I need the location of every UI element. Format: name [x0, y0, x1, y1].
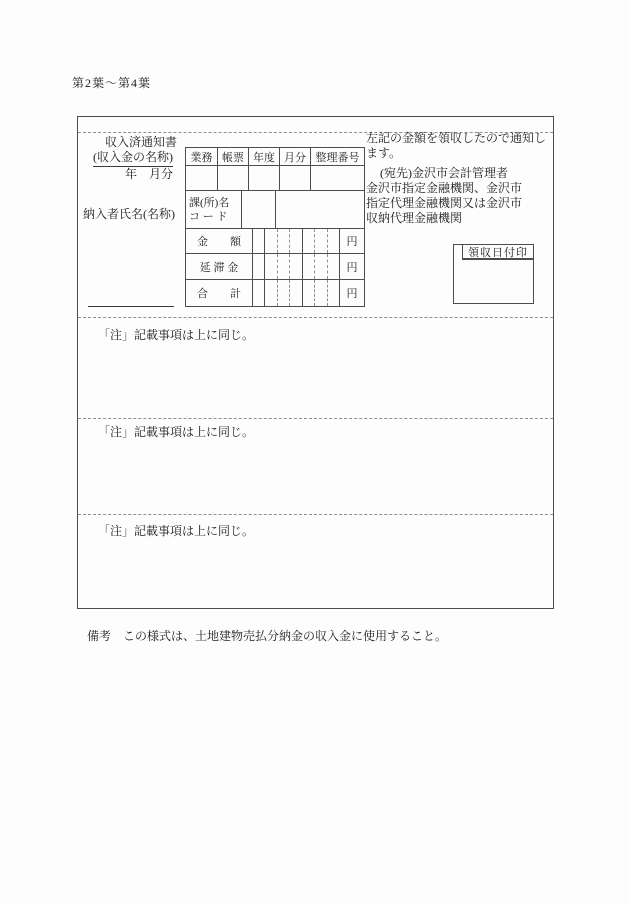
- receipt-stamp-box: [453, 244, 534, 304]
- header-cell-business: 業務: [186, 148, 218, 165]
- notice-line-2: ます。: [366, 146, 402, 160]
- digit-cell: [278, 229, 290, 253]
- digit-cell: [253, 254, 265, 279]
- form-subtitle-income-name: (収入金の名称): [93, 148, 173, 167]
- institutions-line-3: 収納代理金融機関: [366, 211, 463, 225]
- late-fee-label: 延 滞 金: [186, 254, 253, 279]
- digit-cell: [278, 254, 290, 279]
- note-text-section-4: 「注」記載事項は上に同じ。: [98, 524, 255, 538]
- dept-code-cell-2: [276, 191, 364, 228]
- amount-digit-cells: [253, 229, 340, 253]
- digit-cell: [315, 280, 327, 306]
- digit-cell: [265, 229, 277, 253]
- code-label: コ ー ド: [189, 210, 228, 223]
- year-month-label: 年 月分: [125, 167, 174, 181]
- total-label: 合 計: [186, 280, 253, 306]
- entry-cell-form: [218, 166, 249, 190]
- digit-cell: [315, 229, 327, 253]
- dept-code-row: [186, 191, 364, 229]
- remarks-text: 備考 この様式は、土地建物売払分納金の収入金に使用すること。: [87, 629, 448, 643]
- digit-cell: [328, 229, 340, 253]
- late-fee-digit-cells: [253, 254, 340, 279]
- section-divider-4: [78, 514, 553, 515]
- receipt-stamp-label: 領収日付印: [462, 245, 533, 260]
- entry-cell-month: [280, 166, 311, 190]
- notice-line-1: 左記の金額を領収したので通知し: [366, 131, 547, 145]
- form-title: 収入済通知書: [105, 135, 178, 149]
- payer-name-underline: [88, 306, 174, 307]
- digit-cell: [303, 254, 315, 279]
- yen-unit: 円: [346, 288, 358, 300]
- digit-cell: [253, 280, 265, 306]
- yen-unit: 円: [346, 236, 358, 248]
- late-fee-row: [186, 254, 364, 280]
- header-cell-reference-number: 整理番号: [315, 151, 360, 164]
- dept-name-label: 課(所)名: [189, 196, 230, 209]
- digit-cell: [303, 280, 315, 306]
- digit-cell: [278, 280, 290, 306]
- addressee-line: (宛先)金沢市会計管理者: [380, 166, 508, 180]
- table-entry-row: [186, 166, 364, 191]
- digit-cell: [328, 254, 340, 279]
- table-header-row: [186, 148, 364, 166]
- digit-cell: [265, 280, 277, 306]
- dept-code-cell-1: [242, 191, 276, 228]
- digit-cell: [290, 254, 302, 279]
- amount-row: [186, 229, 364, 254]
- header-cell-form: 帳票: [218, 148, 249, 165]
- amount-label: 金 額: [186, 229, 253, 253]
- digit-cell: [290, 229, 302, 253]
- entry-cell-fiscal-year: [249, 166, 280, 190]
- digit-cell: [290, 280, 302, 306]
- notice-text-block: [366, 131, 556, 226]
- digit-cell: [328, 280, 340, 306]
- yen-unit: 円: [346, 261, 358, 274]
- header-cell-fiscal-year: 年度: [249, 148, 280, 165]
- note-text-section-2: 「注」記載事項は上に同じ。: [98, 328, 255, 342]
- section-divider-3: [78, 418, 553, 419]
- dept-code-label: [186, 191, 242, 228]
- form-outer-box: [77, 116, 554, 609]
- sheet-range-label: 第2葉～第4葉: [72, 76, 152, 90]
- digit-cell: [315, 254, 327, 279]
- digit-cell: [265, 254, 277, 279]
- header-cell-month: 月分: [280, 148, 311, 165]
- entry-cell-business: [186, 166, 218, 190]
- digit-cell: [253, 229, 265, 253]
- total-row: [186, 280, 364, 306]
- institutions-line-1: 金沢市指定金融機関、金沢市: [366, 181, 523, 195]
- entry-cell-reference-number: [311, 166, 364, 190]
- institutions-line-2: 指定代理金融機関又は金沢市: [366, 196, 523, 210]
- total-digit-cells: [253, 280, 340, 306]
- detail-table: [185, 147, 365, 307]
- digit-cell: [303, 229, 315, 253]
- section-divider-2: [78, 317, 553, 318]
- payer-name-label: 納入者氏名(名称): [83, 207, 175, 221]
- note-text-section-3: 「注」記載事項は上に同じ。: [98, 425, 255, 439]
